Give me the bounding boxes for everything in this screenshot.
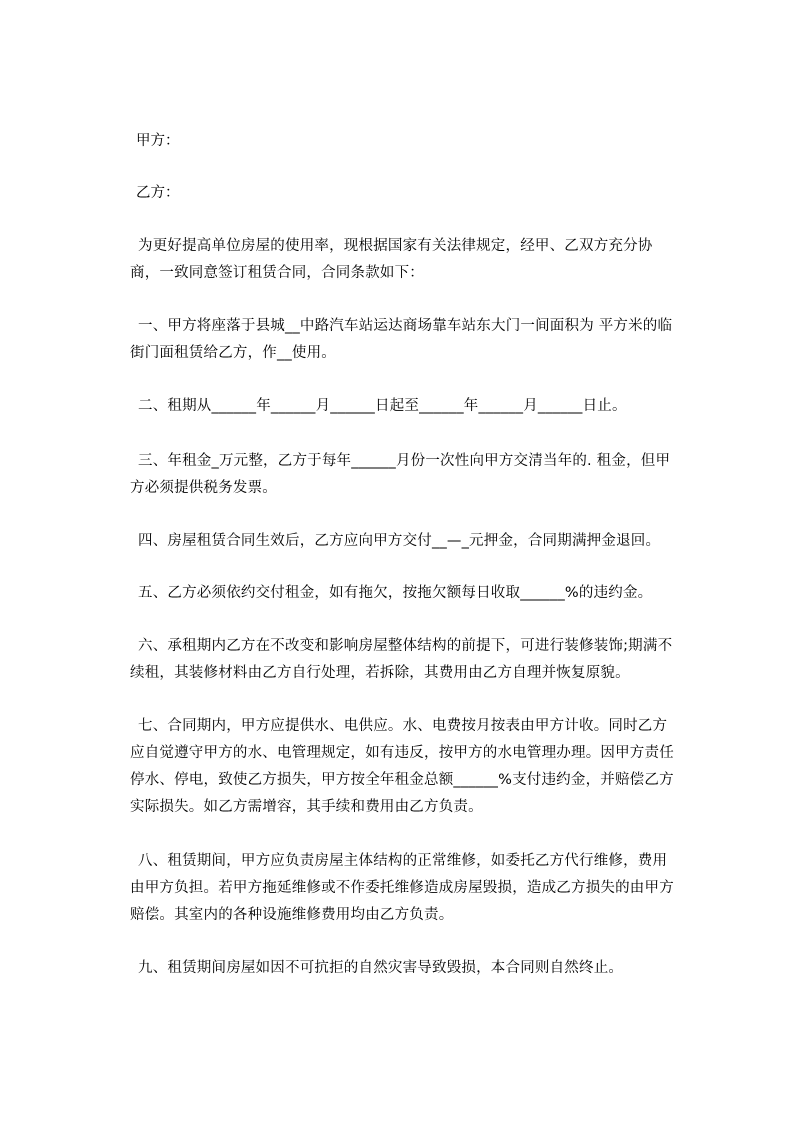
- clause-9: 九、租赁期间房屋如因不可抗拒的自然灾害导致毁损，本合同则自然终止。: [138, 960, 624, 976]
- intro-paragraph: 为更好提高单位房屋的使用率，现根据国家有关法律规定，经甲、乙双方充分协商，一致同意签订租赁合同，合同条款如下：: [130, 238, 653, 281]
- clause-1: 一、甲方将座落于县城__中路汽车站运达商场靠车站东大门一间面积为 平方米的临街门面租赁给乙方，作__使用。: [130, 318, 673, 361]
- clause-4: 四、房屋租赁合同生效后，乙方应向甲方交付__—_元押金，合同期满押金退回。: [138, 533, 661, 549]
- clause-3: 三、年租金_万元整，乙方于每年______月份一次性向甲方交清当年的. 租金，但甲方必须提供税务发票。: [130, 453, 671, 496]
- clause-2: 二、租期从______年______月______日起至______年______月______日止。: [138, 398, 627, 414]
- party-a-label: 甲方：: [136, 133, 180, 149]
- clause-5: 五、乙方必须依约交付租金，如有拖欠，按拖欠额每日收取______%的违约金。: [138, 585, 653, 601]
- party-b-label: 乙方：: [136, 185, 180, 201]
- clause-8: 八、租赁期间，甲方应负责房屋主体结构的正常维修，如委托乙方代行维修，费用由甲方负担。若甲方拖延维修或不作委托维修造成房屋毁损，造成乙方损失的由甲方赔偿。其室内的各种设施维修费用均由乙方负责。: [130, 853, 674, 923]
- clause-6: 六、承租期内乙方在不改变和影响房屋整体结构的前提下，可进行装修装饰;期满不续租，其装修材料由乙方自行处理，若拆除，其费用由乙方自理并恢复原貌。: [130, 638, 673, 681]
- clause-7: 七、合同期内，甲方应提供水、电供应。水、电费按月按表由甲方计收。同时乙方应自觉遵守甲方的水、电管理规定，如有违反，按甲方的水电管理办理。因甲方责任停水、停电，致使乙方损失，甲方按全年租金总额______%支付违约金，并赔偿乙方实际损失。如乙方需增容，其手续和费用由乙方负责。: [130, 718, 674, 815]
